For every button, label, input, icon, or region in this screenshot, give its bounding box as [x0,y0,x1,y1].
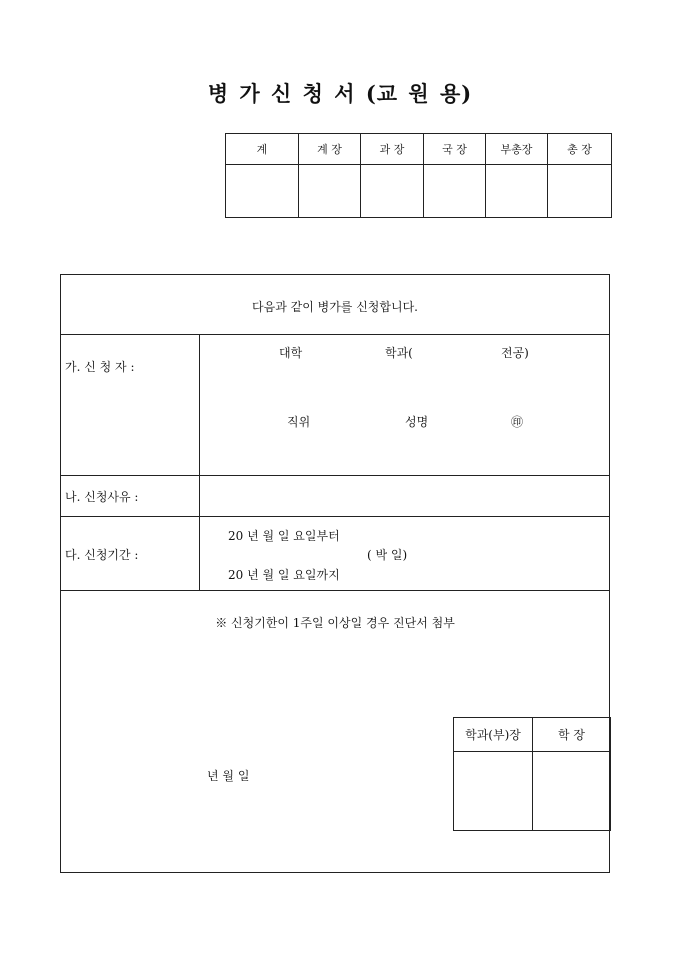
applicant-label-cell [61,335,200,475]
reason-label: 나. 신청사유 : [65,490,139,504]
approval-header-vice-president: 부총장 [486,134,548,165]
date-line[interactable]: 년 월 일 [207,769,250,783]
applicant-label: 가. 신 청 자 : [65,360,135,374]
approval-sign-section-head[interactable] [361,165,424,218]
approval-header-staff: 계 [226,134,299,165]
reason-label-cell [61,476,200,516]
period-duration[interactable]: ( 박 일) [367,548,408,562]
applicant-row [61,335,609,476]
approval-header-chief: 계 장 [299,134,361,165]
approval-header-director: 국 장 [424,134,486,165]
approval-sign-director[interactable] [424,165,486,218]
seal-mark[interactable]: ㊞ [511,415,524,429]
university-label[interactable]: 대학 [279,346,303,360]
application-form [60,274,610,873]
reason-row [61,476,609,517]
period-label: 다. 신청기간 : [65,548,139,562]
approval-sign-president[interactable] [548,165,612,218]
reason-field[interactable] [201,476,607,516]
dept-approval-table [453,717,611,831]
attachment-note: ※ 신청기한이 1주일 이상일 경우 진단서 첨부 [215,616,455,630]
approval-sign-chief[interactable] [299,165,361,218]
position-label[interactable]: 직위 [287,415,311,429]
name-label[interactable]: 성명 [405,415,429,429]
dept-head-sign[interactable] [454,752,533,831]
intro-row [61,275,609,335]
document-title: 병 가 신 청 서 (교 원 용) [207,81,473,106]
dean-sign[interactable] [533,752,611,831]
period-from[interactable]: 20 년 월 일 요일부터 [228,529,340,543]
major-label[interactable]: 전공) [501,346,529,360]
approval-sign-vice-president[interactable] [486,165,548,218]
approval-header-section-head: 과 장 [361,134,424,165]
approval-header-president: 총 장 [548,134,612,165]
department-label[interactable]: 학과( [385,346,413,360]
intro-text: 다음과 같이 병가를 신청합니다. [252,300,418,314]
period-to[interactable]: 20 년 월 일 요일까지 [228,568,340,582]
approval-sign-staff[interactable] [226,165,299,218]
period-row [61,517,609,591]
dean-header: 학 장 [533,718,611,752]
period-label-cell [61,517,200,590]
approval-table [225,133,612,218]
dept-head-header: 학과(부)장 [454,718,533,752]
